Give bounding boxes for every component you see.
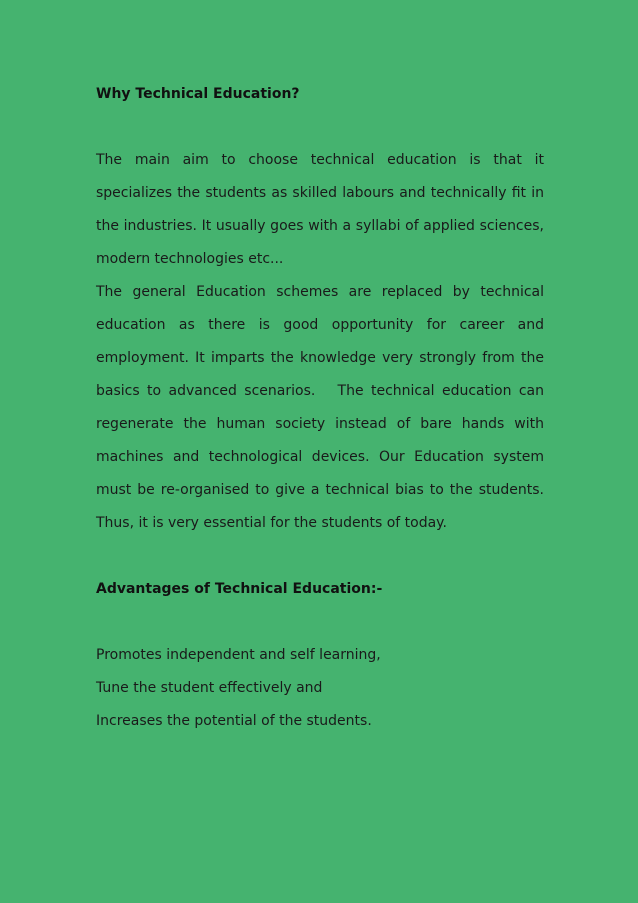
- paragraph-general-education: The general Education schemes are replaced by technical education as there is good opportunity for career and employment. It imparts the knowledge very strongly from the basics to advanced scenarios. The technical education can regenerate the human society instead of bare hands with machines and technological devices. Our Education system must be re-organised to give a technical bias to the students. Thus, it is very essential for the students of today.: [96, 284, 544, 531]
- paragraph-aim: The main aim to choose technical education is that it specializes the students as skilled labours and technically fit in the industries. It usually goes with a syllabi of applied sciences, modern technologies etc...: [96, 152, 544, 267]
- advantages-list: [96, 639, 544, 738]
- list-item: Tune the student effectively and: [96, 680, 323, 696]
- section-heading-why-technical-education: Why Technical Education?: [96, 86, 300, 102]
- section-heading-advantages: Advantages of Technical Education:-: [96, 581, 383, 597]
- list-item: Increases the potential of the students.: [96, 713, 372, 729]
- list-item: Promotes independent and self learning,: [96, 647, 381, 663]
- spacer: [96, 606, 544, 639]
- spacer: [96, 540, 544, 573]
- document-content: [96, 78, 544, 738]
- spacer: [96, 111, 544, 144]
